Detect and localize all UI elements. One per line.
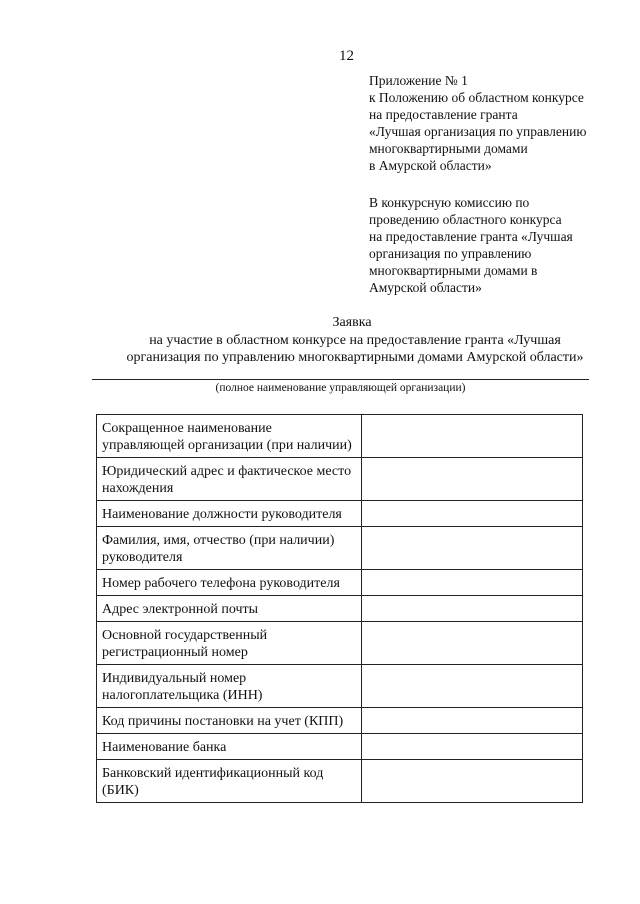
table-row [97,596,583,622]
row-value-cell[interactable] [362,622,583,665]
table-row [97,665,583,708]
organization-name-field[interactable] [92,379,589,380]
application-form-table [96,414,583,803]
row-value-cell[interactable] [362,665,583,708]
row-label: Адрес электронной почты [97,596,362,622]
table-row [97,708,583,734]
row-label: Наименование банка [97,734,362,760]
table-row [97,415,583,458]
row-value-cell[interactable] [362,734,583,760]
row-label: Юридический адрес и фактическое место нахождения [97,458,362,501]
table-row [97,501,583,527]
row-value-cell[interactable] [362,415,583,458]
addressee-line: организация по управлению [369,246,532,261]
addressee-block [369,194,629,296]
table-row [97,527,583,570]
appendix-line: на предоставление гранта [369,107,518,122]
row-label: Основной государственный регистрационный номер [97,622,362,665]
row-label: Индивидуальный номер налогоплательщика (ИНН) [97,665,362,708]
row-label: Номер рабочего телефона руководителя [97,570,362,596]
table-row [97,734,583,760]
row-label: Наименование должности руководителя [97,501,362,527]
addressee-line: В конкурсную комиссию по [369,195,530,210]
document-subtitle [90,332,620,366]
appendix-line: Приложение № 1 [369,73,468,88]
appendix-line: «Лучшая организация по управлению [369,124,587,139]
table-row [97,570,583,596]
row-value-cell[interactable] [362,458,583,501]
row-label: Банковский идентификационный код (БИК) [97,760,362,803]
addressee-line: Амурской области» [369,280,482,295]
addressee-line: на предоставление гранта «Лучшая [369,229,573,244]
subtitle-line: организация по управлению многоквартирными домами Амурской области» [126,350,584,365]
row-value-cell[interactable] [362,760,583,803]
table-row [97,760,583,803]
row-value-cell[interactable] [362,527,583,570]
table-row [97,458,583,501]
row-value-cell[interactable] [362,501,583,527]
row-value-cell[interactable] [362,596,583,622]
page-number: 12 [339,48,354,64]
row-value-cell[interactable] [362,570,583,596]
row-label: Код причины постановки на учет (КПП) [97,708,362,734]
appendix-line: многоквартирными домами [369,141,528,156]
organization-name-caption: (полное наименование управляющей организации) [215,382,466,394]
appendix-header [369,72,629,174]
appendix-line: к Положению об областном конкурсе [369,90,584,105]
document-title: Заявка [332,315,372,330]
row-label: Сокращенное наименование управляющей организации (при наличии) [97,415,362,458]
table-row [97,622,583,665]
subtitle-line: на участие в областном конкурсе на предоставление гранта «Лучшая [149,333,561,348]
addressee-line: проведению областного конкурса [369,212,562,227]
row-value-cell[interactable] [362,708,583,734]
addressee-line: многоквартирными домами в [369,263,538,278]
row-label: Фамилия, имя, отчество (при наличии) руководителя [97,527,362,570]
appendix-line: в Амурской области» [369,158,492,173]
